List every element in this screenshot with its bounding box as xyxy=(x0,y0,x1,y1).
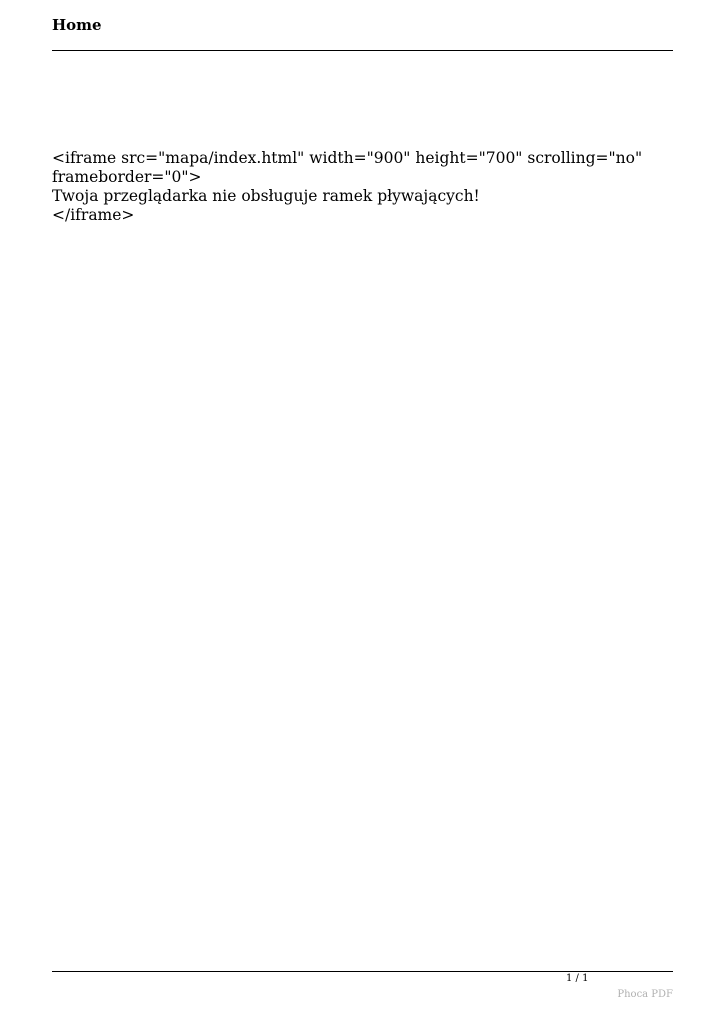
body-text-line: frameborder="0"> xyxy=(52,168,202,186)
footer-brand-link[interactable]: Phoca PDF xyxy=(617,989,673,1000)
article-body xyxy=(52,149,673,225)
body-text-line: Twoja przeglądarka nie obsługuje ramek pływających! xyxy=(52,187,480,205)
page-title: Home xyxy=(52,16,102,34)
header-divider xyxy=(52,50,673,51)
body-text-line: </iframe> xyxy=(52,206,135,224)
page-number: 1 / 1 xyxy=(566,973,589,984)
body-text-line: <iframe src="mapa/index.html" width="900" height="700" scrolling="no" xyxy=(52,149,643,167)
